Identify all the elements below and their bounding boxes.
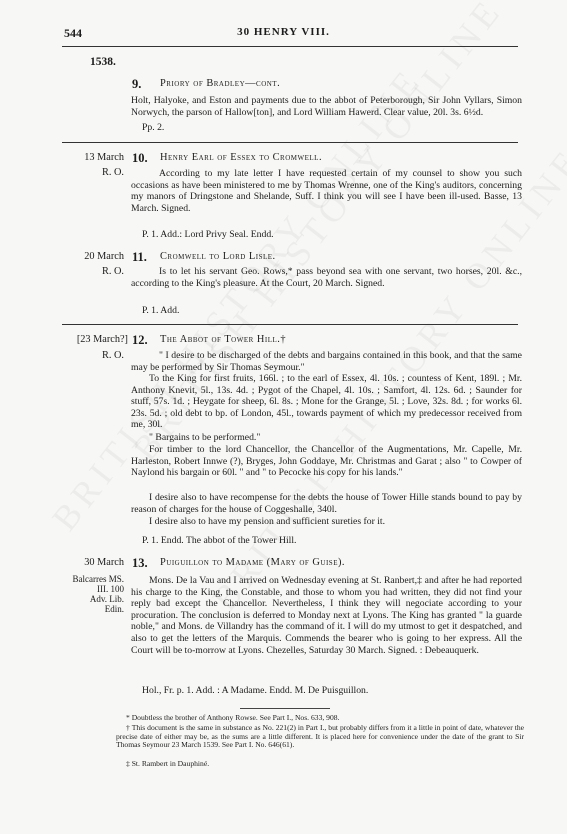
entry-paragraph: " Bargains to be performed." [149, 432, 261, 443]
entry-footer: Pp. 2. [142, 122, 165, 133]
entry-divider [62, 142, 518, 143]
header-rule [62, 46, 518, 47]
entry-title: Priory of Bradley—cont. [160, 78, 281, 89]
entry-source: Adv. Lib. [89, 594, 124, 604]
entry-divider [62, 324, 518, 325]
entry-number: 10. [132, 151, 148, 165]
entry-paragraph: For timber to the lord Chancellor, the Chancellor of the Augmentations, Mr. Capelle, Mr. Harleston, Robert Innwe (?), Bryges, John Goddaye, Mr. Christmas and Garat ; also " to Cowper of Naylond his bargain or 60l. " and " to Pecocke his copy for his lands." [131, 444, 522, 479]
entry-number: 13. [132, 556, 148, 570]
entry-body: Mons. De la Vau and I arrived on Wednesday evening at St. Ranbert,‡ and after he had reported his charge to the King, the Constable, and those to whom you had written, they did not find your reply bad except the Chancellor. Nevertheless, I think they will negociate according to your procuration. The conclusion is deferred to Monday next at Lyons. The King has granted " la guarde noble," and Mons. de Villandry has the command of it. I will do my utmost to get it despatched, and also to get the letters of the Marquis. Commends the bearer who is going to her express. All the Court will be to-morrow at Lyons. Chezelles, Saturday 30 March. Signed. : Debeauquerk. [131, 575, 522, 656]
entry-footer: Hol., Fr. p. 1. Add. : A Madame. Endd. M. De Puisguillon. [142, 685, 369, 696]
entry-paragraph: To the King for first fruits, 166l. ; to the earl of Essex, 4l. 10s. ; countess of Kent, 189l. ; Mr. Anthony Knevit, 5l., 13s. 4d. ; Pygot of the Chapel, 4l. 10s. ; Samfort, 4l. 12s. 6d. ; Saunder for stuff, 57s. 1d. ; Heygate for sheep, 6l. 8s. ; Mone for the Grange, 5l. ; Love, 32s. 8d. ; for works 6l. 23s. 5d. ; old debt to bp. of London, 45l., towards payment of which my predecessor received from me, 30l. [131, 373, 522, 431]
page-number: 544 [64, 26, 82, 40]
entry-paragraph: I desire also to have my pension and sufficient sureties for it. [149, 516, 386, 527]
entry-source: R. O. [101, 266, 124, 277]
entry-date: [23 March?] [76, 334, 128, 345]
entry-source: III. 100 [97, 584, 124, 594]
entry-number: 12. [132, 333, 148, 347]
entry-source: R. O. [101, 167, 124, 178]
entry-paragraph: " I desire to be discharged of the debts and bargains contained in this book, and that the same may be performed by Sir Thomas Seymour." [131, 350, 522, 373]
entry-body: Holt, Halyoke, and Eston and payments due to the abbot of Peterborough, Sir John Vyllars, Simon Norwych, the parson of Hallow[ton], and Lord William Hawerd. Clear value, 20l. 3s. 6½d. [131, 95, 522, 118]
footnote: † This document is the same in substance as No. 221(2) in Part I., but probably differs from it a little in point of date, whatever the precise date of either may be, as the sums are a little different. It is placed here for convenience under the date of the grant to Sir Thomas Seymour 23 March 1539. See Part I. No. 646(61). [116, 723, 524, 750]
page-header [0, 26, 567, 42]
footnote: * Doubtless the brother of Anthony Rowse. See Part I., Nos. 633, 908. [126, 713, 340, 722]
entry-number: 9. [132, 77, 142, 91]
entry-source: Balcarres MS. [72, 574, 124, 584]
entry-source: R. O. [101, 350, 124, 361]
entry-body: According to my late letter I have requested certain of my counsel to show you such occasions as have been ministered to me by Thomas Wrenne, one of the King's auditors, concerning my manors of Dringstone and Shelande, Suff. I think you will see I have been ill-used. Basse, 13 March. Signed. [131, 168, 522, 214]
footnote: ‡ St. Rambert in Dauphiné. [126, 759, 210, 768]
running-title: 30 HENRY VIII. [237, 26, 330, 38]
entry-date: 13 March [84, 152, 124, 163]
entry-footer: P. 1. Add.: Lord Privy Seal. Endd. [142, 229, 274, 240]
entry-source: Edin. [104, 604, 124, 614]
entry-number: 11. [132, 250, 147, 264]
year-label: 1538. [90, 56, 116, 68]
entry-title: Henry Earl of Essex to Cromwell. [160, 152, 323, 163]
entry-footer: P. 1. Endd. The abbot of the Tower Hill. [142, 535, 297, 546]
entry-title: Cromwell to Lord Lisle. [160, 251, 276, 262]
entry-body: Is to let his servant Geo. Rows,* pass beyond sea with one servant, two horses, 20l. &c., according to the King's pleasure. At the Court, 20 March. Signed. [131, 266, 522, 289]
entry-title: Puiguillon to Madame (Mary of Guise). [160, 557, 346, 568]
entry-title: The Abbot of Tower Hill.† [160, 334, 287, 345]
entry-date: 30 March [84, 557, 124, 568]
footnote-rule [240, 708, 330, 709]
entry-footer: P. 1. Add. [142, 305, 180, 316]
entry-paragraph: I desire also to have recompense for the debts the house of Tower Hille stands bound to pay by reason of charges for the house of Coggeshalle, 340l. [131, 492, 522, 515]
entry-date: 20 March [84, 251, 124, 262]
